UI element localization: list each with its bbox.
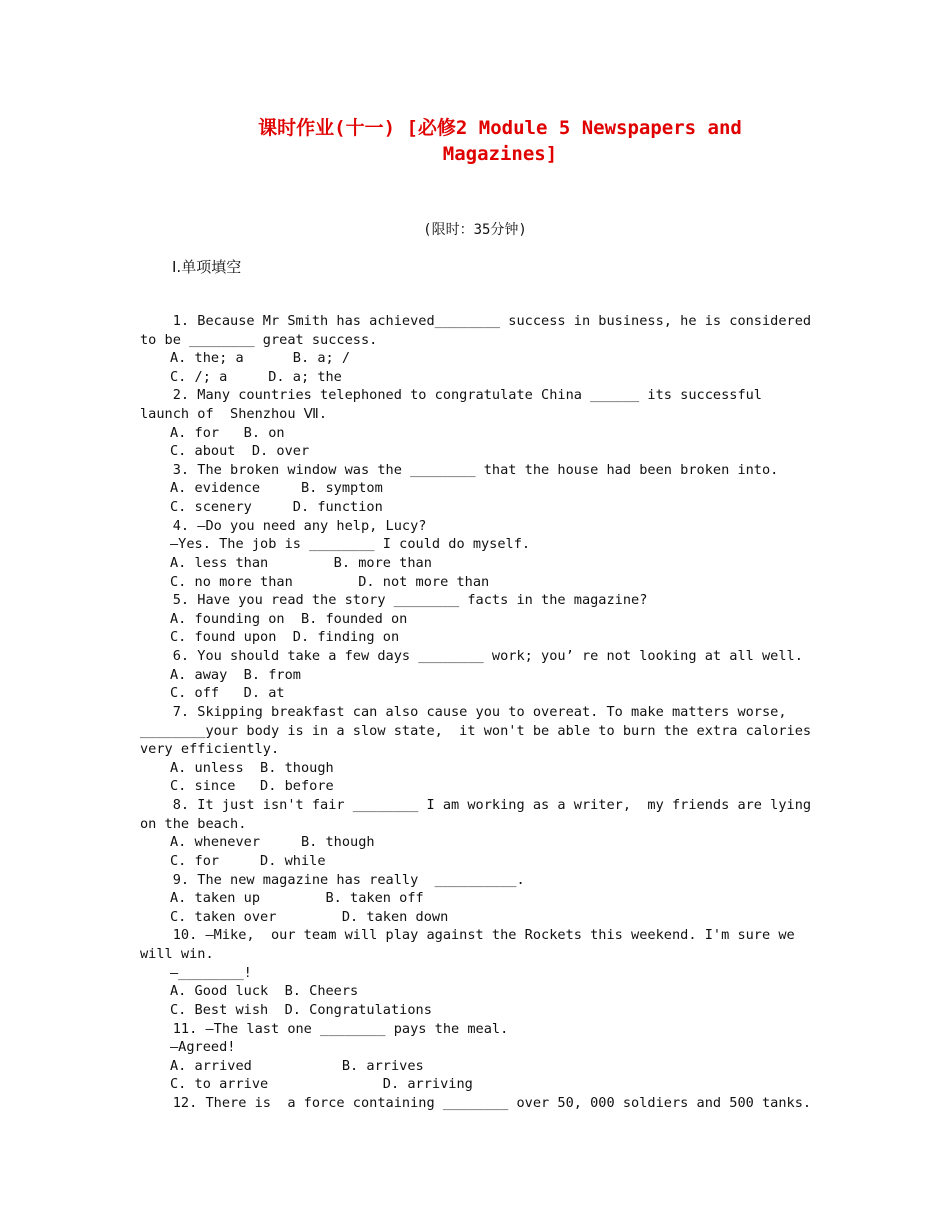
option-line: A. arrived B. arrives [170,1058,424,1074]
option-line: C. for D. while [170,853,326,869]
text-line: 2. Many countries telephoned to congratulate China ______ its successful [140,387,762,403]
text-line: will win. [140,946,214,962]
option-line: A. less than B. more than [170,555,432,571]
worksheet-title-line1: 课时作业(十一) [必修2 Module 5 Newspapers and [258,117,742,139]
option-line: C. Best wish D. Congratulations [170,1002,432,1018]
text-line: 10. —Mike, our team will play against the Rockets this weekend. I'm sure we [140,927,795,943]
section-heading: Ⅰ.单项填空 [172,258,242,276]
text-line: 4. —Do you need any help, Lucy? [140,518,427,534]
text-line: 11. —The last one ________ pays the meal. [140,1021,509,1037]
option-line: A. Good luck B. Cheers [170,983,359,999]
option-line: C. to arrive D. arriving [170,1076,473,1092]
text-line: ________your body is in a slow state, it won't be able to burn the extra calories [140,723,812,739]
text-line: on the beach. [140,816,247,832]
text-line: very efficiently. [140,741,280,757]
option-line: A. the; a B. a; / [170,350,351,366]
option-line: A. for B. on [170,425,285,441]
option-line: C. since D. before [170,778,334,794]
text-line: 8. It just isn't fair ________ I am working as a writer, my friends are lying [140,797,812,813]
option-line: A. away B. from [170,667,301,683]
text-line: to be ________ great success. [140,332,378,348]
text-line: —________! [170,965,252,981]
time-limit: (限时：35分钟) [423,222,527,238]
text-line: 1. Because Mr Smith has achieved________ success in business, he is considered [140,313,812,329]
text-line: 9. The new magazine has really __________. [140,872,525,888]
text-line: 7. Skipping breakfast can also cause you to overeat. To make matters worse, [140,704,787,720]
text-line: 12. There is a force containing ________ over 50, 000 soldiers and 500 tanks. [140,1095,812,1111]
text-line: 5. Have you read the story ________ facts in the magazine? [140,592,648,608]
option-line: A. founding on B. founded on [170,611,408,627]
text-line: —Agreed! [170,1039,236,1055]
option-line: A. whenever B. though [170,834,375,850]
option-line: C. taken over D. taken down [170,909,449,925]
option-line: C. about D. over [170,443,310,459]
text-line: 6. You should take a few days ________ work; you’ re not looking at all well. [140,648,803,664]
worksheet-title-line2: Magazines] [442,143,558,165]
option-line: A. taken up B. taken off [170,890,424,906]
option-line: A. unless B. though [170,760,334,776]
option-line: C. found upon D. finding on [170,629,400,645]
text-line: —Yes. The job is ________ I could do myself. [170,536,531,552]
option-line: C. off D. at [170,685,285,701]
text-line: launch of Shenzhou Ⅶ. [140,406,328,422]
option-line: C. scenery D. function [170,499,383,515]
option-line: C. /; a D. a; the [170,369,342,385]
text-line: 3. The broken window was the ________ that the house had been broken into. [140,462,779,478]
option-line: C. no more than D. not more than [170,574,490,590]
option-line: A. evidence B. symptom [170,480,383,496]
